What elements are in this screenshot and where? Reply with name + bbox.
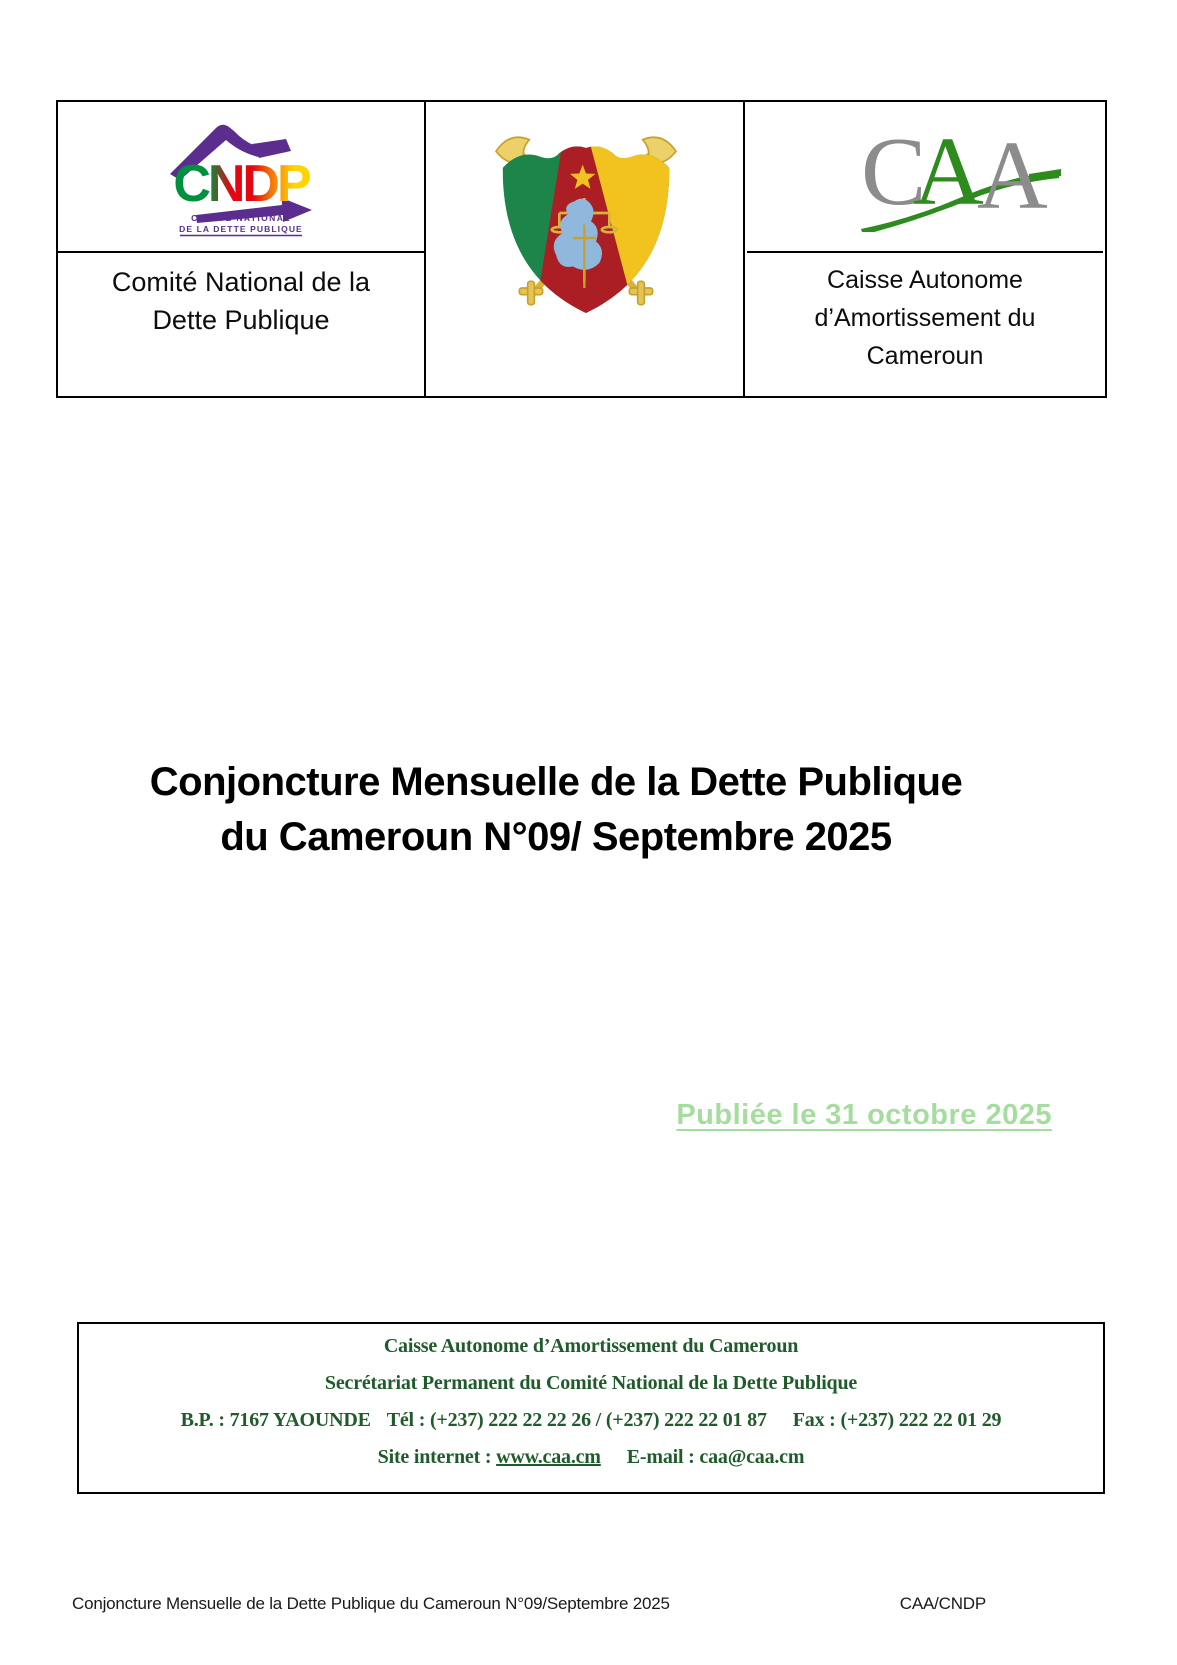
cndp-logo-cell [58, 102, 424, 253]
contact-tel: Tél : (+237) 222 22 22 26 / (+237) 222 22 01 87 [386, 1409, 767, 1431]
caa-logo-icon [861, 122, 1061, 232]
page-footer [72, 1593, 986, 1615]
cameroon-coat-of-arms-icon [486, 128, 686, 318]
contact-line-phone [79, 1402, 1103, 1439]
contact-line-web [79, 1439, 1103, 1476]
cndp-logo-icon [146, 116, 336, 238]
header-logo-table [56, 100, 1107, 398]
contact-info-box [77, 1322, 1105, 1494]
caa-logo-cell [747, 102, 1103, 253]
cndp-label: Comité National de la Dette Publique [111, 267, 371, 335]
caa-letter-a-green: A [913, 121, 984, 226]
header-column-emblem [428, 102, 745, 396]
cndp-logo-subtitle-2: DE LA DETTE PUBLIQUE [179, 223, 303, 234]
caa-label: Caisse Autonome d’Amortissement du Cameroun [814, 266, 1036, 370]
document-title [0, 755, 1112, 865]
contact-line-secretariat: Secrétariat Permanent du Comité National de la Dette Publique [324, 1372, 858, 1394]
caa-letter-c: C [861, 121, 927, 226]
contact-email: E-mail : caa@caa.cm [626, 1446, 805, 1468]
cndp-label-cell [58, 253, 424, 339]
contact-line-organisation: Caisse Autonome d’Amortissement du Cameroun [383, 1335, 799, 1357]
header-column-caa [747, 102, 1103, 396]
footer-document-title: Conjoncture Mensuelle de la Dette Publique du Cameroun N°09/Septembre 2025 [72, 1594, 670, 1613]
caa-label-cell [747, 253, 1103, 375]
cndp-logo-letters: CNDP [173, 154, 309, 213]
cndp-logo-subtitle-1: COMITÉ NATIONAL [191, 212, 291, 223]
website-link[interactable]: www.caa.cm [496, 1446, 601, 1468]
document-title-line1: Conjoncture Mensuelle de la Dette Publique [149, 760, 963, 804]
caa-letter-a-gray: A [977, 121, 1048, 230]
contact-bp: B.P. : 7167 YAOUNDE [180, 1409, 371, 1431]
header-column-cndp [58, 102, 426, 396]
contact-site-label: Site internet : [377, 1446, 492, 1468]
document-title-line2: du Cameroun N°09/ Septembre 2025 [220, 815, 892, 859]
contact-fax: Fax : (+237) 222 22 01 29 [792, 1409, 1002, 1431]
footer-org-abbrev: CAA/CNDP [899, 1594, 986, 1613]
publication-date: Publiée le 31 octobre 2025 [676, 1099, 1052, 1131]
